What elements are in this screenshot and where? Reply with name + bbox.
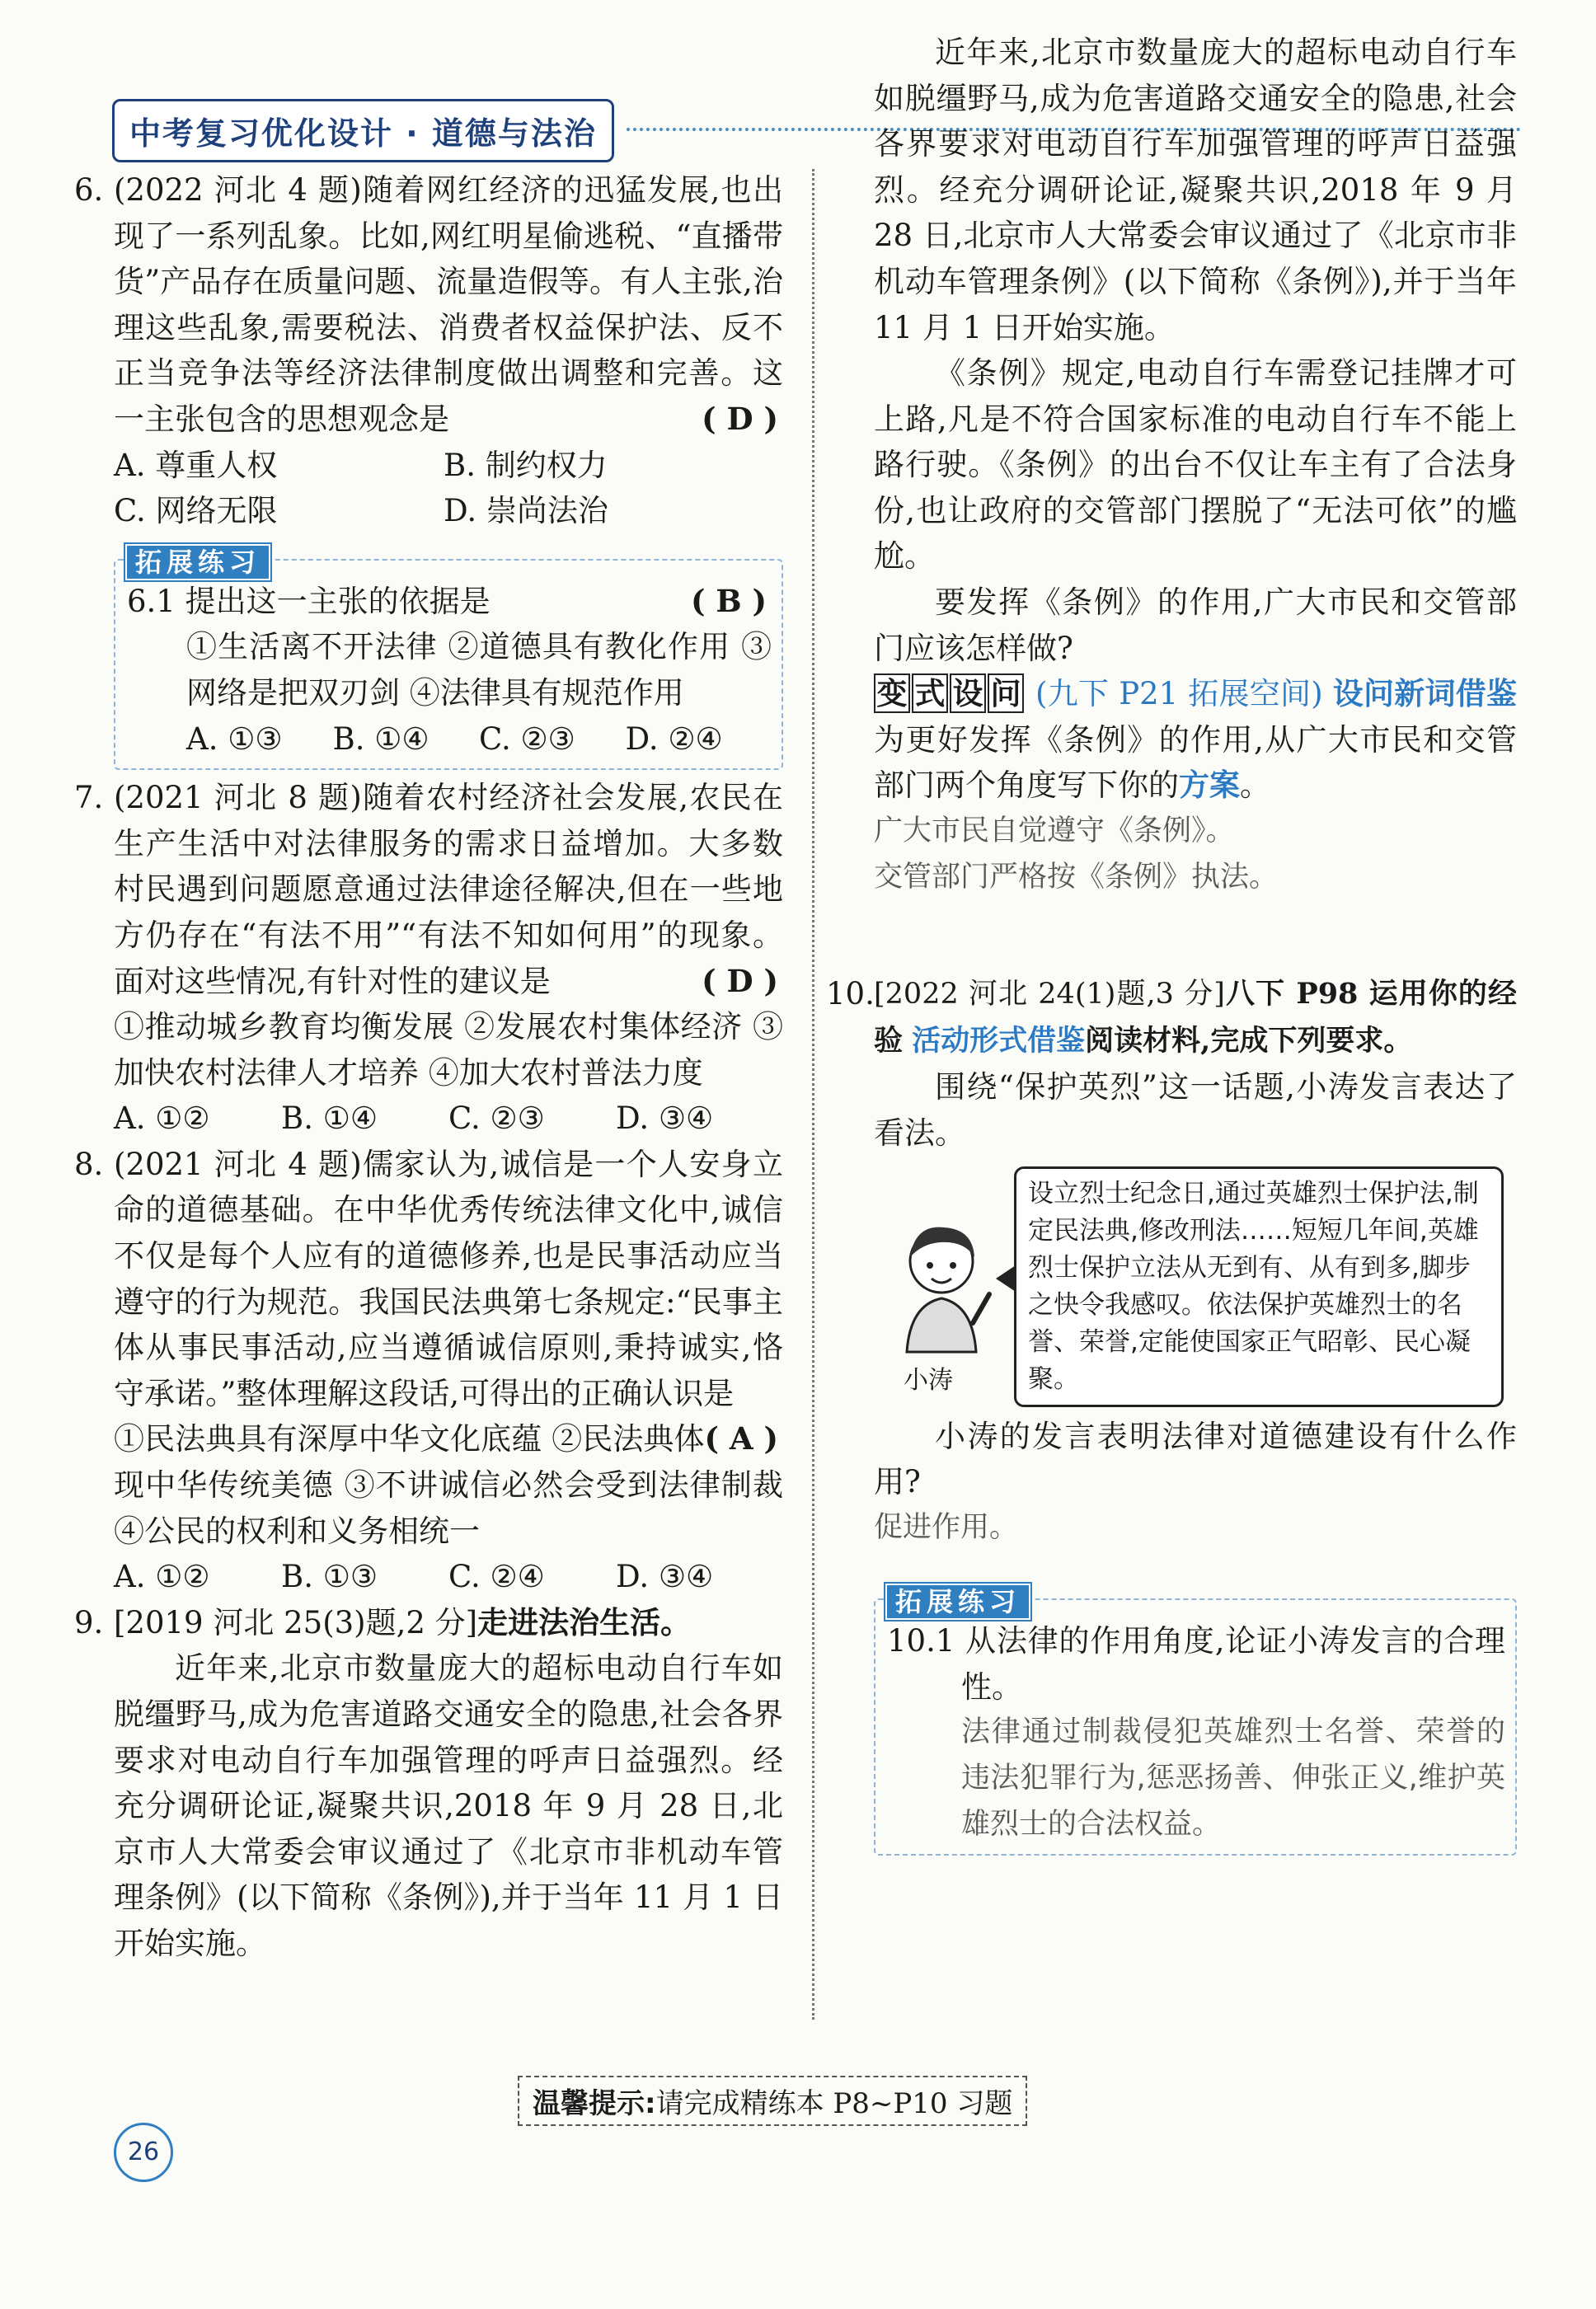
option-b: B. ①④ — [281, 1101, 378, 1137]
handwritten-answer-1: 广大市民自觉遵守《条例》。 — [874, 814, 1235, 847]
activity-tag: 活动形式借鉴 — [912, 1023, 1086, 1058]
answer-mark: ( A ) — [704, 1420, 778, 1457]
handwritten-answer-2: 交管部门严格按《条例》执法。 — [874, 860, 1279, 894]
question-number: 8. — [74, 1146, 104, 1182]
speech-bubble: 设立烈士纪念日,通过英雄烈士保护法,制定民法典,修改刑法……短短几年间,英雄烈士保护立法从无到有、从有到多,脚步之快令我感叹。依法保护英雄烈士的名誉、荣誉,定能使国家正气昭彰、民心凝聚。 — [1014, 1166, 1504, 1407]
q9-question: 要发挥《条例》的作用,广大市民和交管部门应该怎样做? — [874, 584, 1517, 666]
options — [114, 1554, 783, 1600]
header-title: 中考复习优化设计 · 道德与法治 — [129, 115, 597, 152]
variant-question: 变 式 设 问 (九下 P21 拓展空间) 设问新词借鉴为更好发挥《条例》的作用,从广大市民和交管部门两个角度写下你的方案。 — [874, 671, 1517, 809]
option-c: C. ②④ — [448, 1559, 545, 1595]
column-divider — [812, 169, 814, 2020]
page-header — [112, 99, 614, 162]
option-c: C. 网络无限 — [114, 493, 278, 529]
right-column — [826, 35, 1518, 1856]
boy-avatar-icon — [890, 1216, 998, 1356]
question-number: 7. — [74, 780, 104, 816]
question-stem: (2021 河北 4 题)儒家认为,诚信是一个人安身立命的道德基础。在中华优秀传统法律文化中,诚信不仅是每个人应有的道德修养,也是民事活动应当遵守的行为规范。我国民法典第七条规定:“民事主体从事民事活动,应当遵循诚信原则,秉持诚实,恪守承诺。”整体理解这段话,可得出的正确认识是 ( A ) — [114, 1142, 783, 1417]
variant-reference: (九下 P21 拓展空间) — [1035, 676, 1323, 712]
question-number: 10. — [826, 976, 875, 1012]
option-b: B. 制约权力 — [444, 447, 608, 483]
material-paragraph-2: 《条例》规定,电动自行车需登记挂牌才可上路,凡是不符合国家标准的电动自行车不能上路行驶。《条例》的出台不仅让车主有了合法身份,也让政府的交管部门摆脱了“无法可依”的尴尬。 — [874, 355, 1517, 575]
variant-tag: 变 式 设 问 — [874, 671, 1026, 717]
tip-label: 温馨提示: — [533, 2087, 656, 2120]
question-number: 6. — [74, 172, 104, 208]
option-c: C. ②③ — [448, 1101, 545, 1137]
q10-question: 小涛的发言表明法律对道德建设有什么作用? — [874, 1418, 1517, 1500]
options — [114, 488, 783, 534]
question-10 — [826, 971, 1517, 1551]
tip-box — [518, 2076, 1027, 2126]
extension-box-2 — [874, 1586, 1517, 1856]
extension-tag: 拓展练习 — [885, 1584, 1030, 1620]
extension-question: 6.1 提出这一主张的依据是 ( B ) — [127, 579, 772, 625]
option-d: D. ③④ — [616, 1101, 714, 1137]
material-continued — [874, 35, 1517, 350]
question-intro: 围绕“保护英烈”这一话题,小涛发言表达了看法。 — [874, 1069, 1517, 1151]
answer-mark: ( D ) — [702, 400, 778, 437]
statements: ①推动城乡教育均衡发展 ②发展农村集体经济 ③加快农村法律人才培养 ④加大农村普法力度 — [114, 1009, 783, 1091]
option-d: D. ②④ — [625, 720, 723, 757]
handwritten-answer: 促进作用。 — [874, 1510, 1019, 1544]
option-c: C. ②③ — [479, 720, 575, 757]
speech-illustration — [874, 1166, 1517, 1414]
variant-new-label: 设问新词借鉴 — [1332, 675, 1518, 712]
answer-mark: ( D ) — [702, 962, 778, 999]
options — [127, 716, 772, 763]
material-paragraph-part1: 近年来,北京市数量庞大的超标电动自行车如脱缰野马,成为危害道路交通安全的隐患,社会各界要求对电动自行车加强管理的呼声日益强烈。经充分调研论证,凝聚共识,2018 年 9 月 28 日,北京市人大常委会审议通过了《北京市非机动车管理条例》(以下简称《条例》),并于当年 11 月 1 日开始实施。 — [114, 1650, 783, 1961]
option-a: A. 尊重人权 — [114, 447, 278, 483]
question-header — [114, 1600, 783, 1646]
option-b: B. ①④ — [332, 720, 430, 757]
question-8 — [74, 1142, 783, 1600]
question-header — [874, 971, 1517, 1064]
extension-question: 10.1 从法律的作用角度,论证小涛发言的合理性。 — [887, 1623, 1505, 1705]
extension-statements: ①生活离不开法律 ②道德具有教化作用 ③网络是把双刃剑 ④法律具有规范作用 — [186, 629, 772, 711]
speech-bubble-tail — [996, 1265, 1016, 1292]
question-7 — [74, 775, 783, 1142]
option-a: A. ①③ — [186, 720, 283, 757]
question-source: [2022 河北 24(1)题,3 分] — [874, 978, 1225, 1011]
material-paragraph-part2: 近年来,北京市数量庞大的超标电动自行车如脱缰野马,成为危害道路交通安全的隐患,社会各界要求对电动自行车加强管理的呼声日益强烈。经充分调研论证,凝聚共识,2018 年 9 月 28 日,北京市人大常委会审议通过了《北京市非机动车管理条例》(以下简称《条例》),并于当年 11 月 1 日开始实施。 — [874, 35, 1517, 345]
question-number: 9. — [74, 1604, 104, 1640]
question-topic: 走进法治生活。 — [477, 1603, 692, 1640]
options — [114, 1096, 783, 1142]
option-d: D. 崇尚法治 — [444, 493, 608, 529]
speaker-name: 小涛 — [904, 1365, 953, 1395]
tip-text: 请完成精练本 P8~P10 习题 — [655, 2087, 1013, 2120]
option-a: A. ①② — [114, 1101, 210, 1137]
options — [114, 443, 783, 489]
textbook-reference: 八下 P98 运用你的经验 — [874, 977, 1517, 1058]
option-b: B. ①③ — [281, 1559, 378, 1595]
question-source: [2019 河北 25(3)题,2 分] — [114, 1604, 478, 1640]
instruction: 阅读材料,完成下列要求。 — [1085, 1023, 1413, 1058]
option-d: D. ③④ — [616, 1559, 714, 1595]
question-9 — [74, 1600, 783, 1961]
statements: ①民法典具有深厚中华文化底蕴 ②民法典体现中华传统美德 ③不讲诚信必然会受到法律制裁 ④公民的权利和义务相统一 — [114, 1421, 783, 1549]
question-stem: (2022 河北 4 题)随着网红经济的迅猛发展,也出现了一系列乱象。比如,网红明星偷逃税、“直播带货”产品存在质量问题、流量造假等。有人主张,治理这些乱象,需要税法、消费者权益保护法、反不正当竞争法等经济法律制度做出调整和完善。这一主张包含的思想观念是 ( D ) — [114, 167, 783, 443]
answer-mark: ( B ) — [690, 582, 767, 619]
extension-tag: 拓展练习 — [125, 544, 270, 580]
variant-text: 为更好发挥《条例》的作用,从广大市民和交管部门两个角度写下你的 — [874, 721, 1517, 804]
option-a: A. ①② — [114, 1559, 210, 1595]
question-stem: (2021 河北 8 题)随着农村经济社会发展,农民在生产生活中对法律服务的需求日益增加。大多数村民遇到问题愿意通过法律途径解决,但在一些地方仍存在“有法不用”“有法不知如何用”的现象。面对这些情况,有针对性的建议是 ( D ) — [114, 775, 783, 1004]
variant-keyword: 方案 — [1179, 767, 1240, 804]
question-6 — [74, 167, 783, 534]
page-number: 26 — [114, 2123, 173, 2182]
extension-box — [114, 546, 783, 770]
handwritten-answer: 法律通过制裁侵犯英雄烈士名誉、荣誉的违法犯罪行为,惩恶扬善、伸张正义,维护英雄烈士的合法权益。 — [961, 1715, 1505, 1841]
left-column — [74, 167, 783, 1961]
